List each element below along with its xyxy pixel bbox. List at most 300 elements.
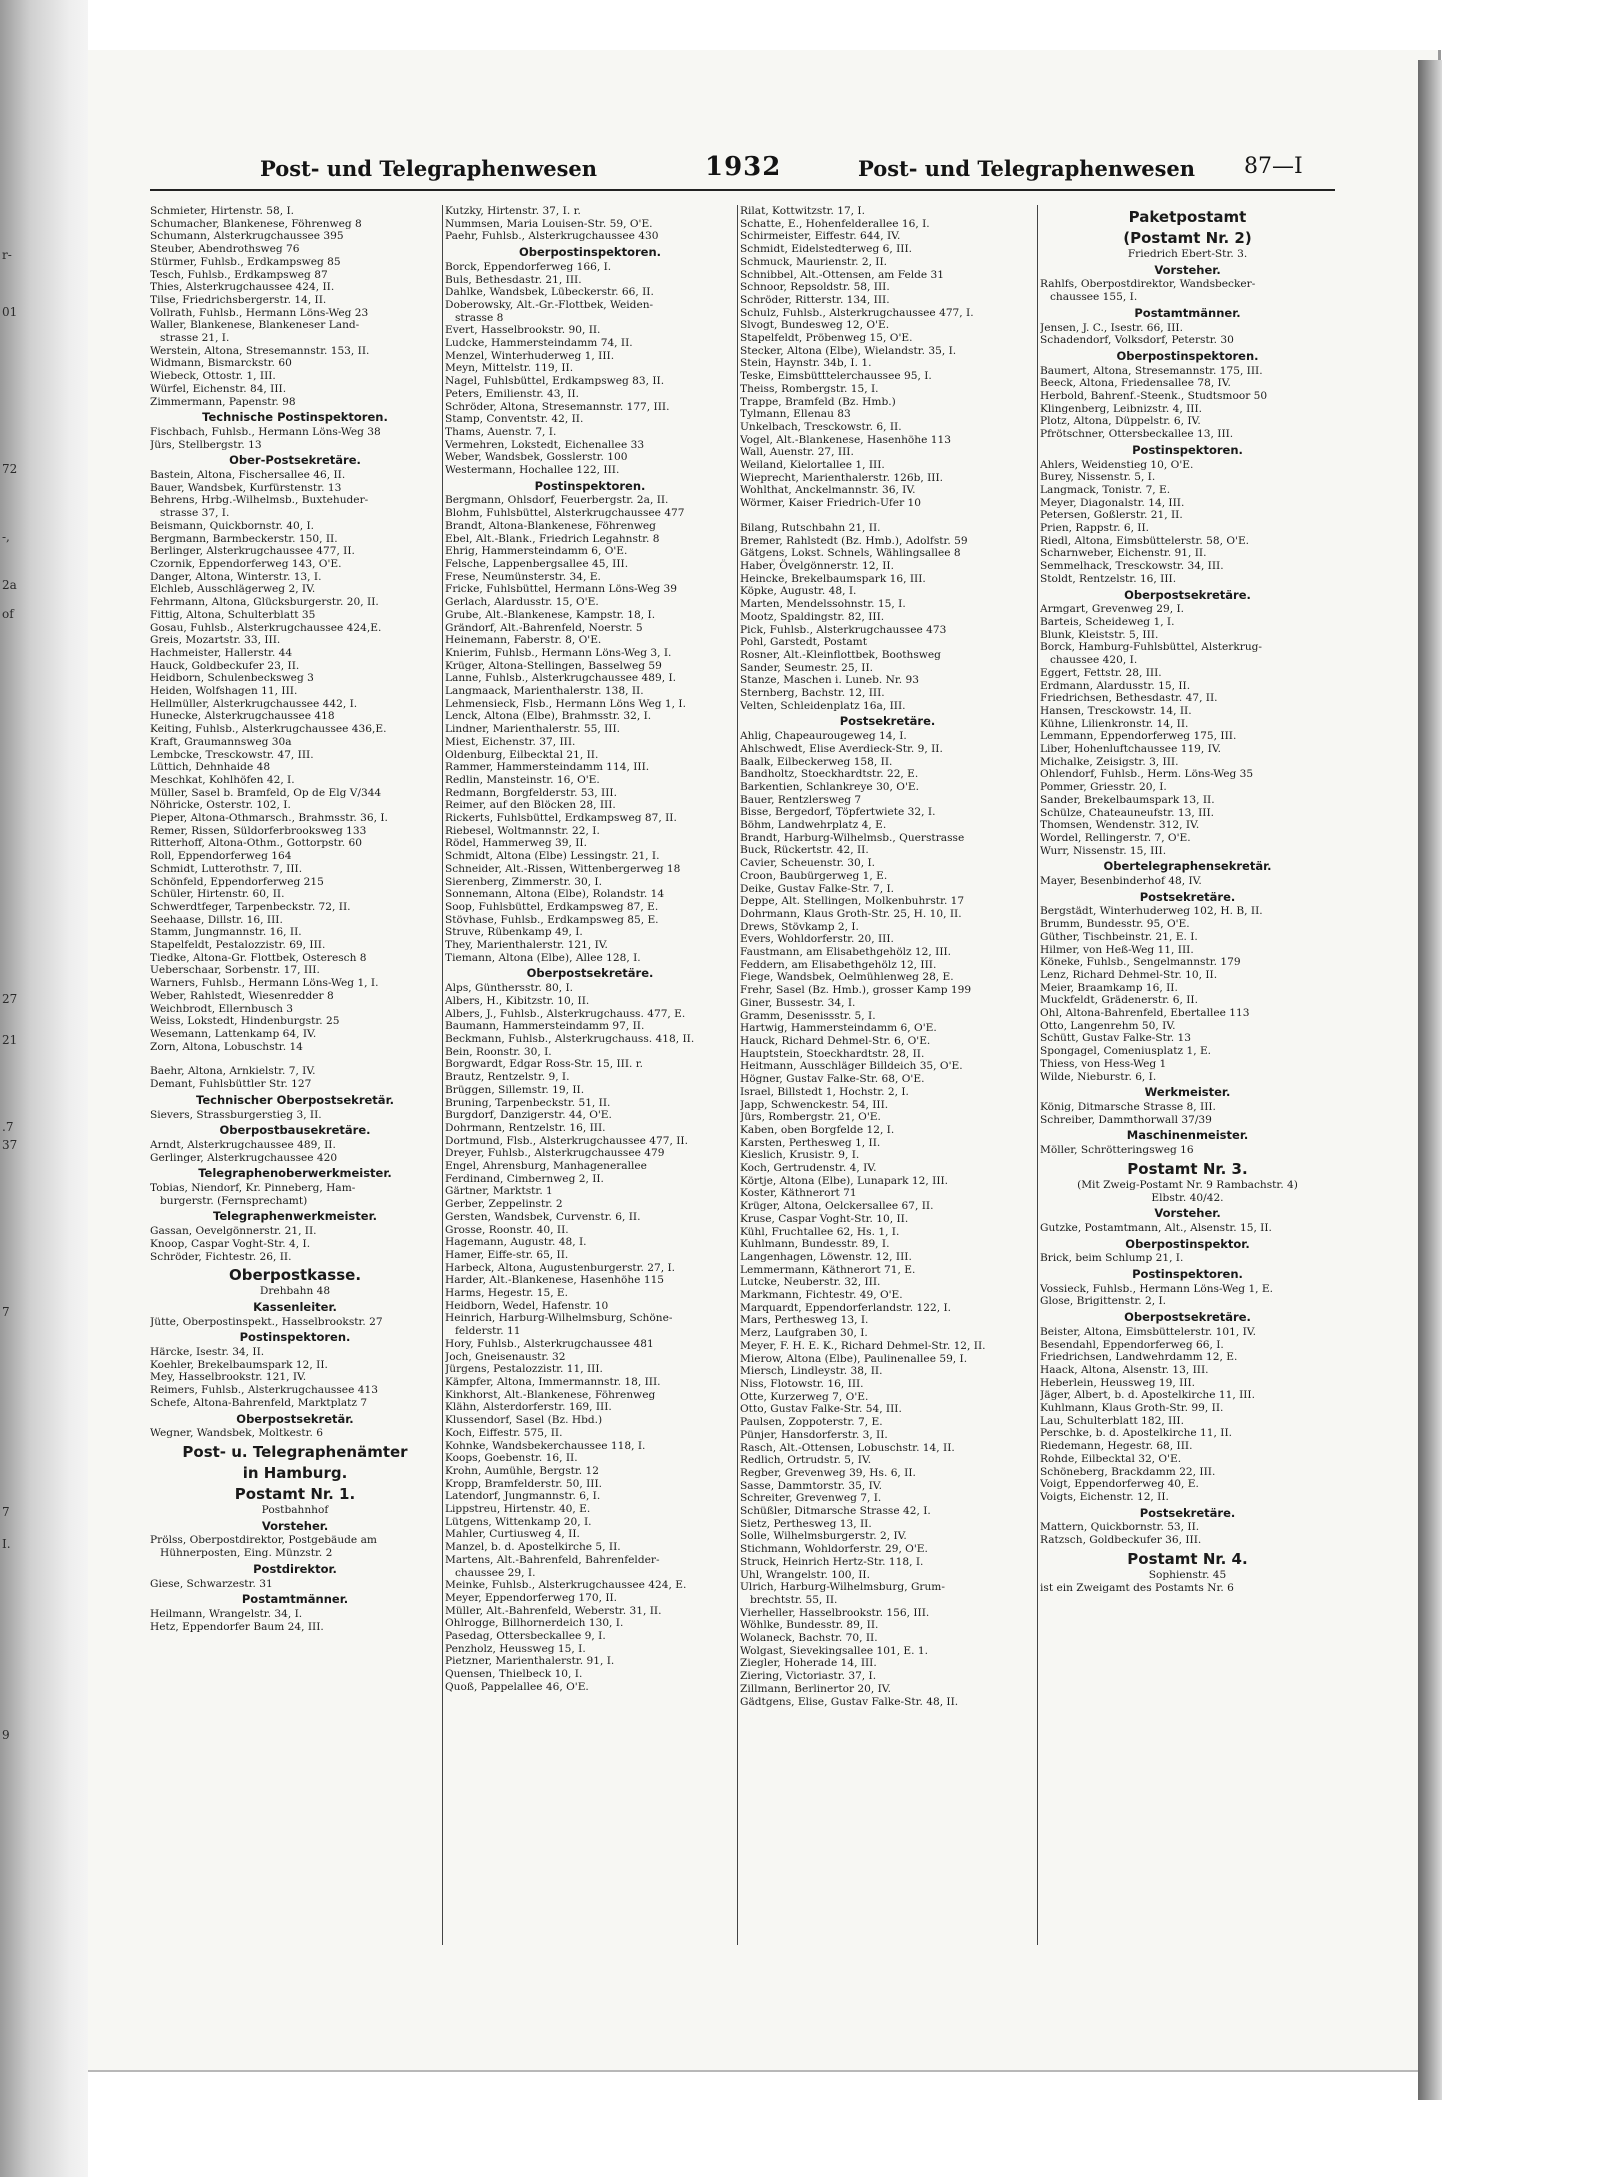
directory-entry: Meschkat, Kohlhöfen 42, I. [150, 773, 295, 786]
directory-entry: Würfel, Eichenstr. 84, III. [150, 382, 287, 395]
directory-entry: Weber, Rahlstedt, Wiesenredder 8 [150, 989, 334, 1002]
entry-continuation: chaussee 155, I. [1050, 291, 1138, 304]
directory-entry: Regber, Grevenweg 39, Hs. 6, II. [740, 1466, 916, 1479]
directory-entry: Vossieck, Fuhlsb., Hermann Löns-Weg 1, E. [1040, 1282, 1274, 1295]
directory-entry: Otto, Langenrehm 50, IV. [1040, 1019, 1176, 1032]
directory-column-1 [150, 205, 440, 1935]
directory-entry: Giner, Bussestr. 34, I. [740, 996, 856, 1009]
directory-entry: Teske, Eimsbütttelerchaussee 95, I. [740, 370, 932, 383]
directory-entry: Brautz, Rentzelstr. 9, I. [445, 1071, 570, 1084]
directory-entry: Stamm, Jungmannstr. 16, II. [150, 926, 302, 939]
section-heading: Obertelegraphensekretär. [1103, 859, 1272, 874]
directory-entry: Gädtgens, Elise, Gustav Falke-Str. 48, II. [740, 1695, 959, 1708]
directory-entry: Spongagel, Comeniusplatz 1, E. [1040, 1045, 1212, 1058]
directory-entry: Kohnke, Wandsbekerchaussee 118, I. [445, 1439, 646, 1452]
directory-entry: Quoß, Pappelallee 46, O'E. [445, 1680, 589, 1693]
directory-entry: Friedrichsen, Landwehrdamm 12, E. [1040, 1351, 1238, 1364]
directory-entry: Heinemann, Faberstr. 8, O'E. [445, 634, 602, 647]
directory-entry: Deike, Gustav Falke-Str. 7, I. [740, 882, 895, 895]
margin-fragment: r- [2, 248, 12, 262]
header-rule [150, 189, 1335, 191]
directory-entry: Gassan, Oevelgönnerstr. 21, II. [150, 1225, 317, 1238]
directory-entry: Tesch, Fuhlsb., Erdkampsweg 87 [150, 268, 328, 281]
directory-entry: Heincke, Brekelbaumspark 16, III. [740, 572, 926, 585]
directory-entry: Pietzner, Marienthalerstr. 91, I. [445, 1655, 615, 1668]
header-title-left: Post- und Telegraphenwesen [260, 156, 598, 181]
directory-entry: Alps, Günthersstr. 80, I. [445, 982, 574, 995]
directory-entry: Dahlke, Wandsbek, Lübeckerstr. 66, II. [445, 286, 654, 299]
directory-entry: Heitmann, Ausschläger Billdeich 35, O'E. [740, 1060, 963, 1073]
directory-entry: Schadendorf, Volksdorf, Peterstr. 30 [1040, 334, 1234, 347]
directory-entry: Westermann, Hochallee 122, III. [445, 464, 620, 477]
directory-entry: Ratzsch, Goldbeckufer 36, III. [1040, 1534, 1202, 1547]
directory-entry: Burgdorf, Danzigerstr. 44, O'E. [445, 1109, 612, 1122]
directory-entry: ist ein Zweigamt des Postamts Nr. 6 [1040, 1581, 1234, 1594]
directory-entry: Borck, Eppendorferweg 166, I. [445, 260, 612, 273]
margin-fragment: 72 [2, 462, 18, 476]
directory-entry: Jensen, J. C., Isestr. 66, III. [1040, 321, 1183, 334]
directory-entry: Riedemann, Hegestr. 68, III. [1040, 1440, 1193, 1453]
directory-entry: Schwerdtfeger, Tarpenbeckstr. 72, II. [150, 900, 351, 913]
directory-entry: Dohrmann, Klaus Groth-Str. 25, H. 10, II. [740, 907, 962, 920]
directory-entry: Stapelfeldt, Pestalozzistr. 69, III. [150, 939, 326, 952]
section-heading: Postamtmänner. [1134, 305, 1241, 320]
directory-entry: Hartwig, Hammersteindamm 6, O'E. [740, 1022, 937, 1035]
section-heading: Oberpostinspektoren. [518, 245, 662, 260]
directory-entry: Remer, Rissen, Süldorferbrooksweg 133 [150, 824, 367, 837]
directory-entry: Perschke, b. d. Apostelkirche 11, II. [1040, 1427, 1233, 1440]
directory-entry: Rosner, Alt.-Kleinflottbek, Boothsweg [740, 648, 941, 661]
directory-entry: Mattern, Quickbornstr. 53, II. [1040, 1521, 1200, 1534]
directory-entry: Doberowsky, Alt.-Gr.-Flottbek, Weiden- [445, 298, 654, 311]
header-year: 1932 [705, 152, 782, 182]
section-heading: Postsekretäre. [839, 714, 936, 729]
directory-entry: Koch, Gertrudenstr. 4, IV. [740, 1162, 877, 1175]
office-address: Sophienstr. 45 [1148, 1568, 1227, 1581]
directory-entry: Thomsen, Wendenstr. 312, IV. [1040, 819, 1200, 832]
directory-entry: Plotz, Altona, Düppelstr. 6, IV. [1040, 415, 1201, 428]
directory-column-4 [1040, 205, 1335, 1935]
directory-entry: Ehrig, Hammersteindamm 6, O'E. [445, 545, 628, 558]
directory-entry: Rasch, Alt.-Ottensen, Lobuschstr. 14, II. [740, 1441, 955, 1454]
directory-entry: Meier, Braamkamp 16, II. [1040, 981, 1178, 994]
section-heading: Oberpostinspektor. [1125, 1236, 1250, 1251]
directory-entry: Wohlthat, Anckelmannstr. 36, IV. [740, 484, 916, 497]
directory-entry: Schmidt, Altona (Elbe) Lessingstr. 21, I. [445, 850, 660, 863]
margin-fragment: -, [2, 530, 10, 544]
directory-entry: Slvogt, Bundesweg 12, O'E. [740, 319, 890, 332]
directory-entry: Stanze, Maschen i. Luneb. Nr. 93 [740, 674, 920, 687]
directory-entry: Lanne, Fuhlsb., Alsterkrugchaussee 489, I. [445, 672, 677, 685]
directory-entry: Evers, Wohldorferstr. 20, III. [740, 933, 894, 946]
margin-fragment: 21 [2, 1033, 18, 1047]
section-heading: Technische Postinspektoren. [202, 410, 388, 425]
directory-entry: Marten, Mendelssohnstr. 15, I. [740, 598, 906, 611]
section-heading: Telegraphenwerkmeister. [213, 1209, 377, 1224]
directory-entry: Kuhlmann, Bundesstr. 89, I. [740, 1238, 890, 1251]
office-address: Friedrich Ebert-Str. 3. [1127, 248, 1248, 260]
directory-entry: Gerlinger, Alsterkrugchaussee 420 [150, 1151, 338, 1164]
directory-entry: Böhm, Landwehrplatz 4, E. [740, 819, 887, 832]
margin-fragment: 9 [2, 1728, 10, 1742]
directory-entry: Buck, Rückertstr. 42, II. [740, 844, 869, 857]
directory-entry: Tiedke, Altona-Gr. Flottbek, Osteresch 8 [150, 951, 367, 964]
directory-entry: Schmidt, Eidelstedterweg 6, III. [740, 243, 912, 256]
directory-entry: Mayer, Besenbinderhof 48, IV. [1040, 875, 1202, 888]
directory-entry: Kieslich, Krusistr. 9, I. [740, 1149, 860, 1162]
directory-entry: Heinrich, Harburg-Wilhelmsburg, Schöne- [445, 1312, 673, 1325]
directory-entry: Schumacher, Blankenese, Föhrenweg 8 [150, 217, 362, 230]
directory-entry: Glose, Brigittenstr. 2, I. [1040, 1295, 1167, 1308]
directory-entry: Michalke, Zeisigstr. 3, III. [1040, 755, 1179, 768]
directory-entry: Trappe, Bramfeld (Bz. Hmb.) [740, 395, 896, 408]
directory-entry: Kruse, Caspar Voght-Str. 10, II. [740, 1212, 909, 1225]
directory-entry: Klähn, Alsterdorferstr. 169, III. [445, 1401, 612, 1414]
office-address: Elbstr. 40/42. [1151, 1191, 1224, 1204]
directory-entry: Kaben, oben Borgfelde 12, I. [740, 1123, 895, 1136]
directory-entry: Seehaase, Dillstr. 16, III. [150, 913, 283, 926]
section-heading: Telegraphenoberwerkmeister. [198, 1166, 392, 1181]
entry-continuation: strasse 37, I. [160, 507, 230, 520]
directory-entry: Burey, Nissenstr. 5, I. [1040, 471, 1156, 484]
directory-entry: Schirmeister, Eiffestr. 644, IV. [740, 230, 901, 243]
directory-entry: Koster, Käthnerort 71 [740, 1187, 857, 1200]
section-heading: Postinspektoren. [1132, 1267, 1243, 1282]
directory-entry: Ebel, Alt.-Blank., Friedrich Legahnstr. 8 [445, 532, 660, 545]
directory-entry: Rohde, Eilbecktal 32, O'E. [1040, 1452, 1182, 1465]
directory-entry: Demant, Fuhlsbüttler Str. 127 [150, 1078, 312, 1091]
directory-entry: Bein, Roonstr. 30, I. [445, 1045, 552, 1058]
directory-entry: Voigt, Eppendorferweg 40, E. [1040, 1478, 1199, 1491]
directory-entry: Theiss, Rombergstr. 15, I. [740, 382, 879, 395]
directory-entry: Joch, Gneisenaustr. 32 [445, 1350, 566, 1363]
directory-entry: Stoldt, Rentzelstr. 16, III. [1040, 572, 1177, 585]
office-heading: (Postamt Nr. 2) [1123, 229, 1252, 247]
directory-entry: Faustmann, am Elisabethgehölz 12, III. [740, 946, 952, 959]
directory-entry: Riebesel, Woltmannstr. 22, I. [445, 824, 600, 837]
directory-entry: Behrens, Hrbg.-Wilhelmsb., Buxtehuder- [150, 494, 369, 507]
directory-entry: Meyer, Diagonalstr. 14, III. [1040, 496, 1185, 509]
directory-entry: Weiland, Kielortallee 1, III. [740, 459, 885, 472]
directory-entry: Hagemann, Augustr. 48, I. [445, 1236, 587, 1249]
directory-entry: Schröder, Fichtestr. 26, II. [150, 1250, 292, 1263]
directory-entry: Soop, Fuhlsbüttel, Erdkampsweg 87, E. [445, 900, 659, 913]
directory-entry: Beckmann, Fuhlsb., Alsterkrugchauss. 418, II. [445, 1033, 695, 1045]
directory-entry: Langmack, Tonistr. 7, E. [1040, 483, 1171, 496]
directory-entry: Lüttich, Dehnhaide 48 [150, 761, 271, 774]
entry-continuation: Hühnerposten, Eing. Münzstr. 2 [160, 1547, 333, 1560]
office-address: Postbahnhof [261, 1503, 329, 1516]
directory-entry: Stövhase, Fuhlsb., Erdkampsweg 85, E. [445, 913, 659, 926]
directory-entry: Borck, Hamburg-Fuhlsbüttel, Alsterkrug- [1040, 641, 1263, 654]
directory-entry: Lenck, Altona (Elbe), Brahmsstr. 32, I. [445, 710, 652, 723]
directory-entry: Waller, Blankenese, Blankeneser Land- [150, 319, 360, 332]
directory-entry: Markmann, Fichtestr. 49, O'E. [740, 1289, 903, 1302]
directory-entry: Harder, Alt.-Blankenese, Hasenhöhe 115 [445, 1274, 665, 1287]
directory-entry: Quensen, Thielbeck 10, I. [445, 1668, 583, 1681]
entry-continuation: chaussee 29, I. [455, 1566, 536, 1579]
directory-entry: Wolgast, Sievekingsallee 101, E. 1. [740, 1644, 929, 1657]
directory-entry: Croon, Baubürgerweg 1, E. [740, 869, 888, 882]
directory-entry: Hauck, Richard Dehmel-Str. 6, O'E. [740, 1035, 931, 1047]
directory-entry: Schülze, Chateauneufstr. 13, III. [1040, 806, 1215, 819]
directory-entry: Gärtner, Marktstr. 1 [445, 1185, 553, 1198]
directory-entry: Rödel, Hammerweg 39, II. [445, 837, 587, 850]
directory-entry: Karsten, Perthesweg 1, II. [740, 1136, 881, 1149]
page-edge [1418, 60, 1442, 2100]
directory-entry: Blunk, Kleiststr. 5, III. [1040, 628, 1159, 641]
directory-entry: Köpke, Augustr. 48, I. [740, 585, 857, 598]
directory-entry: Meinke, Fuhlsb., Alsterkrugchaussee 424, E. [445, 1579, 687, 1592]
directory-entry: Kutzky, Hirtenstr. 37, I. r. [445, 205, 581, 217]
directory-entry: Tylmann, Ellenau 83 [740, 408, 851, 421]
directory-entry: Brüggen, Sillemstr. 19, II. [445, 1083, 585, 1096]
section-heading: Postinspektoren. [239, 1330, 351, 1345]
directory-entry: Blohm, Fuhlsbüttel, Alsterkrugchaussee 477 [445, 507, 685, 520]
margin-fragment: 7 [2, 1305, 10, 1319]
directory-entry: Merz, Laufgraben 30, I. [740, 1327, 868, 1340]
directory-entry: Albers, H., Kibitzstr. 10, II. [445, 994, 590, 1007]
directory-entry: Sasse, Dammtorstr. 35, IV. [740, 1479, 882, 1492]
directory-entry: Ritterhoff, Altona-Othm., Gottorpstr. 60 [150, 837, 362, 850]
directory-entry: Meyer, Eppendorferweg 170, II. [445, 1591, 618, 1604]
section-heading: Oberpostsekretäre. [526, 966, 654, 981]
directory-entry: Sander, Brekelbaumspark 13, II. [1040, 793, 1215, 806]
section-heading: Postsekretäre. [1139, 889, 1236, 904]
directory-entry: Engel, Ahrensburg, Manhagenerallee [445, 1160, 647, 1173]
directory-entry: Gramm, Desenissstr. 5, I. [740, 1009, 876, 1022]
directory-entry: Fricke, Fuhlsbüttel, Hermann Löns-Weg 39 [445, 583, 678, 596]
directory-entry: Schütt, Gustav Falke-Str. 13 [1040, 1032, 1191, 1045]
directory-entry: Mars, Perthesweg 13, I. [740, 1314, 869, 1327]
directory-entry: Tiemann, Altona (Elbe), Allee 128, I. [445, 951, 641, 964]
directory-entry: Heilmann, Wrangelstr. 34, I. [150, 1607, 303, 1620]
directory-entry: Lippstreu, Hirtenstr. 40, E. [445, 1503, 591, 1516]
directory-entry: Unkelbach, Tresckowstr. 6, II. [740, 420, 902, 433]
directory-entry: Knoop, Caspar Voght-Str. 4, I. [150, 1237, 311, 1250]
directory-entry: Keiting, Fuhlsb., Alsterkrugchaussee 436,E. [150, 723, 387, 736]
directory-entry: Liber, Hohenluftchaussee 119, IV. [1040, 743, 1222, 756]
directory-entry: Muckfeldt, Grädenerstr. 6, II. [1040, 994, 1198, 1007]
directory-entry: Dreyer, Fuhlsb., Alsterkrugchaussee 479 [445, 1147, 665, 1160]
directory-entry: Berlinger, Alsterkrugchaussee 477, II. [150, 545, 355, 558]
opposite-page-margin [0, 0, 40, 2177]
directory-entry: Otto, Gustav Falke-Str. 54, III. [740, 1403, 902, 1416]
margin-fragment: 7 [2, 1505, 10, 1519]
office-heading: Postamt Nr. 3. [1127, 1159, 1248, 1178]
directory-entry: Solle, Wilhelmsburgerstr. 2, IV. [740, 1530, 907, 1543]
directory-entry: Harms, Hegestr. 15, E. [445, 1287, 569, 1300]
directory-entry: Wolaneck, Bachstr. 70, II. [740, 1632, 878, 1645]
margin-fragment: 27 [2, 992, 18, 1006]
directory-entry: Krüger, Altona, Oelckersallee 67, II. [740, 1200, 934, 1213]
directory-entry: Barkentien, Schlankreye 30, O'E. [740, 780, 919, 793]
directory-entry: Thiess, von Hess-Weg 1 [1040, 1057, 1167, 1070]
section-heading: Oberpostsekretär. [236, 1411, 354, 1426]
directory-entry: Wesemann, Lattenkamp 64, IV. [150, 1028, 317, 1040]
directory-entry: Möller, Schrötteringsweg 16 [1040, 1144, 1194, 1157]
directory-entry: Pieper, Altona-Othmarsch., Brahmsstr. 36, I. [150, 812, 388, 825]
directory-entry: Stürmer, Fuhlsb., Erdkampsweg 85 [150, 255, 341, 268]
directory-entry: Kraft, Graumannsweg 30a [150, 735, 292, 748]
directory-entry: Bruning, Tarpenbeckstr. 51, II. [445, 1096, 611, 1109]
section-heading: Ober-Postsekretäre. [229, 453, 361, 468]
margin-fragment: I. [2, 1537, 11, 1551]
directory-entry: Zillmann, Berlinertor 20, IV. [740, 1682, 891, 1695]
directory-entry: Schmidt, Lutterothstr. 7, III. [150, 862, 303, 875]
directory-entry: Bastein, Altona, Fischersallee 46, II. [150, 469, 346, 482]
directory-entry: Bergmann, Ohlsdorf, Feuerbergstr. 2a, II. [445, 494, 669, 507]
office-heading: Post- u. Telegraphenämter [182, 1442, 408, 1461]
directory-entry: Wordel, Rellingerstr. 7, O'E. [1040, 831, 1191, 844]
directory-entry: Bandholtz, Stoeckhardtstr. 22, E. [740, 768, 919, 781]
directory-entry: Fiege, Wandsbek, Oelmühlenweg 28, E. [740, 971, 954, 984]
column-divider [737, 205, 738, 1945]
directory-entry: Härcke, Isestr. 34, II. [150, 1346, 265, 1359]
directory-entry: Bremer, Rahlstedt (Bz. Hmb.), Adolfstr. 59 [740, 534, 968, 547]
directory-entry: Stein, Haynstr. 34b, I. 1. [740, 357, 872, 370]
directory-entry: Semmelhack, Tresckowstr. 34, III. [1040, 560, 1224, 573]
directory-entry: Rammer, Hammersteindamm 114, III. [445, 761, 650, 774]
directory-entry: Gutzke, Postamtmann, Alt., Alsenstr. 15, II. [1040, 1221, 1272, 1234]
directory-entry: Ludcke, Hammersteindamm 74, II. [445, 337, 633, 350]
section-heading: Vorsteher. [1154, 1206, 1221, 1221]
directory-entry: Werstein, Altona, Stresemannstr. 153, II. [150, 344, 370, 357]
directory-entry: Jürgens, Pestalozzistr. 11, III. [445, 1363, 603, 1376]
directory-entry: Fittig, Altona, Schulterblatt 35 [150, 608, 316, 621]
directory-entry: Nagel, Fuhlsbüttel, Erdkampsweg 83, II. [445, 375, 665, 388]
directory-entry: Stecker, Altona (Elbe), Wielandstr. 35, I. [740, 344, 957, 357]
section-heading: Postinspektoren. [1132, 442, 1243, 457]
directory-entry: Sander, Seumestr. 25, II. [740, 661, 874, 674]
directory-entry: Stapelfeldt, Pröbenweg 15, O'E. [740, 332, 913, 345]
directory-entry: Ferdinand, Cimbernweg 2, II. [445, 1172, 604, 1185]
directory-entry: Schröder, Altona, Stresemannstr. 177, III. [445, 400, 670, 413]
directory-entry: Latendorf, Jungmannstr. 6, I. [445, 1490, 601, 1503]
office-address: (Mit Zweig-Postamt Nr. 9 Rambachstr. 4) [1077, 1178, 1298, 1191]
directory-entry: Manzel, b. d. Apostelkirche 5, II. [445, 1541, 621, 1554]
directory-entry: Schüßler, Ditmarsche Strasse 42, I. [740, 1505, 931, 1518]
directory-entry: Sietz, Perthesweg 13, II. [740, 1517, 872, 1530]
section-heading: Postdirektor. [253, 1561, 337, 1576]
directory-entry: Petersen, Goßlerstr. 21, II. [1040, 509, 1183, 522]
directory-entry: Gätgens, Lokst. Schnels, Wählingsallee 8 [740, 547, 961, 560]
directory-entry: Ahlschwedt, Elise Averdieck-Str. 9, II. [740, 742, 943, 755]
entry-continuation: felderstr. 11 [455, 1325, 521, 1338]
directory-entry: Pasedag, Ottersbeckallee 9, I. [445, 1630, 606, 1643]
directory-entry: Israel, Billstedt 1, Hochstr. 2, I. [740, 1085, 909, 1098]
directory-entry: Sonnemann, Altona (Elbe), Rolandstr. 14 [445, 888, 665, 901]
directory-entry: Schönfeld, Eppendorferweg 215 [150, 875, 324, 888]
directory-entry: Bergmann, Barmbeckerstr. 150, II. [150, 532, 338, 545]
entry-continuation: brechtstr. 55, II. [750, 1593, 838, 1606]
directory-entry: Reimers, Fuhlsb., Alsterkrugchaussee 413 [150, 1384, 378, 1397]
section-heading: Maschinenmeister. [1126, 1128, 1249, 1143]
section-heading: Technischer Oberpostsekretär. [196, 1092, 394, 1107]
directory-entry: Ueberschaar, Sorbenstr. 17, III. [150, 964, 320, 977]
running-header [178, 150, 1328, 186]
section-heading: Postsekretäre. [1139, 1505, 1236, 1520]
directory-entry: Sierenberg, Zimmerstr. 30, I. [445, 875, 602, 888]
office-heading: in Hamburg. [242, 1463, 348, 1482]
directory-entry: Wurr, Nissenstr. 15, III. [1040, 844, 1167, 857]
directory-entry: Hilmer, von Heß-Weg 11, III. [1040, 943, 1194, 956]
directory-entry: Bisse, Bergedorf, Töpfertwiete 32, I. [740, 806, 936, 819]
directory-entry: Lutcke, Neuberstr. 32, III. [740, 1276, 881, 1289]
directory-entry: Armgart, Grevenweg 29, I. [1040, 603, 1185, 616]
directory-entry: Wöhlke, Bundesstr. 89, II. [740, 1619, 879, 1632]
directory-entry: Peters, Emilienstr. 43, II. [445, 387, 579, 400]
directory-entry: Vogel, Alt.-Blankenese, Hasenhöhe 113 [740, 433, 951, 446]
directory-entry: Schefe, Altona-Bahrenfeld, Marktplatz 7 [150, 1396, 368, 1409]
directory-entry: Schüler, Hirtenstr. 60, II. [150, 888, 285, 901]
directory-entry: Baalk, Eilbeckerweg 158, II. [740, 755, 893, 768]
directory-entry: Velten, Schleidenplatz 16a, III. [740, 699, 906, 712]
directory-entry: Kinkhorst, Alt.-Blankenese, Föhrenweg [445, 1388, 656, 1401]
directory-entry: Stamp, Conventstr. 42, II. [445, 413, 584, 426]
directory-entry: Zimmermann, Papenstr. 98 [150, 395, 296, 408]
section-heading: Oberpostsekretäre. [1124, 587, 1251, 602]
directory-entry: Redlich, Ortrudstr. 5, IV. [740, 1454, 872, 1467]
directory-entry: Gersten, Wandsbek, Curvenstr. 6, II. [445, 1210, 641, 1223]
directory-entry: Hetz, Eppendorfer Baum 24, III. [150, 1620, 324, 1633]
directory-entry: Sievers, Strassburgerstieg 3, II. [150, 1108, 322, 1121]
directory-entry: Schumann, Alsterkrugchaussee 395 [150, 230, 344, 243]
directory-entry: Baehr, Altona, Arnkielstr. 7, IV. [150, 1065, 316, 1078]
directory-entry: Beeck, Altona, Friedensallee 78, IV. [1040, 377, 1231, 390]
directory-entry: Weichbrodt, Ellernbusch 3 [150, 1002, 294, 1015]
directory-entry: Dortmund, Flsb., Alsterkrugchaussee 477, II. [445, 1134, 688, 1147]
directory-entry: Ohlendorf, Fuhlsb., Herm. Löns-Weg 35 [1040, 768, 1254, 781]
directory-entry: Schöneberg, Brackdamm 22, III. [1040, 1465, 1216, 1478]
page-number: 87—I [1244, 154, 1303, 179]
section-heading: Vorsteher. [261, 1518, 329, 1533]
entry-gap [150, 1053, 440, 1065]
directory-entry: Czornik, Eppendorferweg 143, O'E. [150, 557, 342, 570]
section-heading: Oberpostsekretäre. [1124, 1310, 1251, 1325]
directory-entry: Hellmüller, Alsterkrugchaussee 442, I. [150, 697, 358, 710]
directory-column-2 [445, 205, 735, 1955]
directory-entry: Giese, Schwarzestr. 31 [150, 1577, 273, 1590]
entry-continuation: chaussee 420, I. [1050, 654, 1138, 667]
directory-entry: Grosse, Roonstr. 40, II. [445, 1223, 569, 1236]
directory-entry: Albers, J., Fuhlsb., Alsterkrugchauss. 477, E. [445, 1007, 686, 1020]
directory-entry: Wall, Auenstr. 27, III. [740, 446, 854, 459]
directory-entry: Wörmer, Kaiser Friedrich-Ufer 10 [740, 497, 921, 510]
section-heading: Oberpostbausekretäre. [219, 1123, 371, 1138]
directory-entry: Vierheller, Hasselbrookstr. 156, III. [740, 1606, 930, 1619]
directory-entry: Rickerts, Fuhlsbüttel, Erdkampsweg 87, II. [445, 812, 677, 825]
section-heading: Postamtmänner. [241, 1592, 349, 1607]
directory-entry: Kühne, Lilienkronstr. 14, II. [1040, 717, 1189, 730]
section-heading: Werkmeister. [1144, 1085, 1231, 1100]
directory-entry: Schmuck, Maurienstr. 2, II. [740, 255, 888, 268]
directory-entry: Langenhagen, Löwenstr. 12, III. [740, 1250, 912, 1263]
directory-entry: Wiebeck, Ottostr. 1, III. [150, 370, 276, 383]
directory-entry: Reimer, auf den Blöcken 28, III. [445, 799, 616, 812]
directory-entry: Schneider, Alt.-Rissen, Wittenbergerweg 18 [445, 862, 681, 875]
directory-entry: Weber, Wandsbek, Gosslerstr. 100 [445, 451, 628, 464]
directory-entry: Hunecke, Alsterkrugchaussee 418 [150, 710, 335, 723]
directory-entry: Redlin, Mansteinstr. 16, O'E. [445, 773, 600, 786]
directory-entry: Erdmann, Alardusstr. 15, II. [1040, 679, 1191, 692]
section-heading: Vorsteher. [1154, 262, 1221, 277]
directory-entry: Mey, Hasselbrookstr. 121, IV. [150, 1371, 307, 1384]
entry-continuation: strasse 8 [455, 311, 504, 324]
directory-entry: Greis, Mozartstr. 33, III. [150, 634, 281, 647]
directory-entry: Schnibbel, Alt.-Ottensen, am Felde 31 [740, 268, 945, 281]
directory-entry: König, Ditmarsche Strasse 8, III. [1040, 1101, 1216, 1113]
